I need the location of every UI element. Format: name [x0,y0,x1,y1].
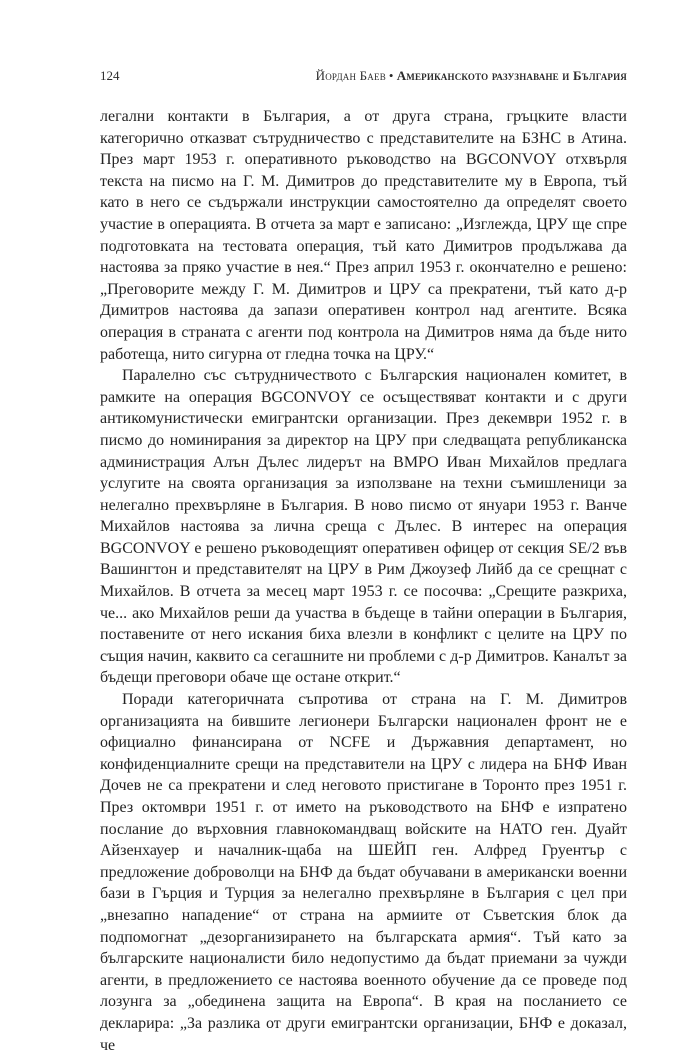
running-header [100,67,627,85]
paragraph-3: Поради категоричната съпротива от страна на Г. М. Димитров организацията на бившите легионери Български национален фронт не е официално финансирана от NCFE и Държавния департамент, но конфиденциалните срещи на представители на ЦРУ с лидера на БНФ Иван Дочев не са прекратени и след неговото пристигане в Торонто през 1951 г. През октомври 1951 г. от името на ръководството на БНФ е изпратено послание до върховния главнокомандващ войските на НАТО ген. Дуайт Айзенхауер и началник-щаба на ШЕЙП ген. Алфред Груентър с предложение доброволци на БНФ да бъдат обучавани в американски военни бази в Гърция и Турция за нелегално прехвърляне в България с цел при „внезапно нападение“ от страна на армиите от Съветския блок да подпомогнат „дезорганизирането на българската армия“. Тъй като за българските националисти било недопустимо да бъдат приемани за чужди агенти, в предложението се настоява военното обучение да се проведе под лозунга за „обединена защита на Европа“. В края на посланието се декларира: „За разлика от други емигрантски организации, БНФ е доказал, че [100,691,627,1054]
running-title [316,67,627,85]
book-title: Американското разузнаване и България [396,68,627,83]
author-name: Йордан Баев [315,68,386,83]
page-number: 124 [100,68,120,83]
paragraph-2: Паралелно със сътрудничеството с Българския национален комитет, в рамките на операция BGCONVOY се осъществяват контакти и с други антикомунистически емигрантски организации. През декември 1952 г. в писмо до номинирания за директор на ЦРУ при следващата републиканска администрация Алън Дълес лидерът на ВМРО Иван Михайлов предлага услугите на своята организация за използване на техни съмишленици за нелегално прехвърляне в България. В ново писмо от януари 1953 г. Ванче Михайлов настоява за лична среща с Дълес. В интерес на операция BGCONVOY е решено ръководещият оперативен офицер от секция SE/2 във Вашингтон и представителят на ЦРУ в Рим Джоузеф Лийб да се срещнат с Михайлов. В отчета за месец март 1953 г. се посочва: „Срещите разкриха, че... ако Михайлов реши да участва в бъдеще в тайни операции в България, поставените от него искания биха влезли в конфликт с целите на ЦРУ по същия начин, каквито са сегашните ни проблеми с д-р Димитров. Каналът за бъдещи преговори обаче ще остане открит.“ [100,367,627,687]
paragraph-1: легални контакти в България, а от друга страна, гръцките власти категорично отказват сътрудничество с представителите на БЗНС в Атина. През март 1953 г. оперативното ръководство на BGCONVOY отхвърля текста на писмо на Г. М. Димитров до представителите му в Европа, тъй като в него се съдържали инструкции самостоятелно да определят своето участие в операцията. В отчета за март е записано: „Изглежда, ЦРУ ще спре подготовката на тестовата операция, тъй като Димитров продължава да настоява за пряко участие в нея.“ През април 1953 г. окончателно е решено: „Преговорите между Г. М. Димитров и ЦРУ са прекратени, тъй като д-р Димитров настоява да запази оперативен контрол над агентите. Всяка операция в страната с агенти под контрола на Димитров няма да бъде нито работеща, нито сигурна от гледна точка на ЦРУ.“ [100,108,627,363]
title-separator: • [388,68,394,83]
body-text [100,106,627,1056]
